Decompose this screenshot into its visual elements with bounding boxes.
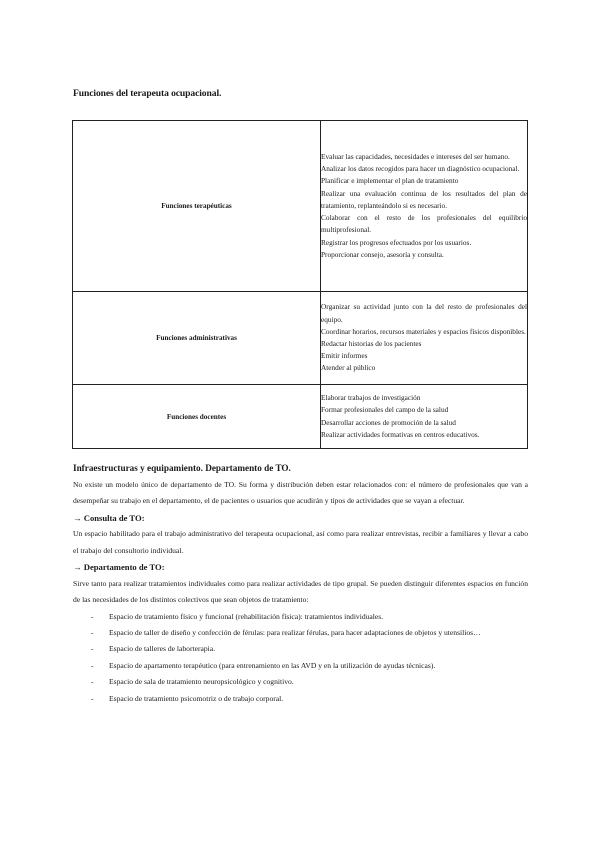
section-heading: Infraestructuras y equipamiento. Departamento de TO. (73, 463, 291, 473)
list-item: - Espacio de sala de tratamiento neuropsicológico y cognitivo. (73, 674, 528, 690)
list-item: Realizar actividades formativas en centros educativos. (321, 429, 480, 439)
consulta-text: Un espacio habilitado para el trabajo administrativo del terapeuta ocupacional, así como para realizar entrevistas, recibir a familiares y llevar a cabo el trabajo del consultorio individual. (73, 529, 528, 555)
departamento-text: Sirve tanto para realizar tratamientos individuales como para realizar actividades de tipo grupal. Se pueden distinguir diferentes espacios en función de las necesidades de los distintos colectivos que sean objetos de tratamiento: (73, 578, 528, 605)
table-row (73, 121, 528, 292)
departamento-heading: → Departamento de TO: (73, 562, 165, 573)
row-category: Funciones terapéuticas (73, 121, 321, 292)
infrastructure-section (73, 459, 528, 707)
list-item: - Espacio de tratamiento psicomotriz o de trabajo corporal. (73, 691, 528, 707)
list-item: Desarrollar acciones de promoción de la salud (321, 417, 456, 427)
list-item: Redactar historias de los pacientes (321, 339, 422, 348)
section-intro: No existe un modelo único de departamento de TO. Su forma y distribución deben estar relacionados con: el número de profesionales que van a desempeñar su trabajo en el departamento, el de pacientes o usuarios que acudirán y tipos de actividades que se vayan a efectuar. (73, 480, 528, 506)
spaces-list (73, 609, 528, 707)
consulta-heading: → Consulta de TO: (73, 512, 145, 523)
list-item: - Espacio de talleres de laborterapia. (73, 641, 528, 657)
list-item: Registrar los progresos efectuados por los usuarios. (321, 237, 472, 247)
list-item: Emitir informes (321, 351, 368, 361)
row-items (321, 121, 528, 292)
table-row (73, 385, 528, 449)
list-item: Analizar los datos recogidos para hacer un diagnóstico ocupacional. (321, 164, 520, 174)
list-item: Planificar e implementar el plan de tratamiento (321, 176, 459, 186)
document-title: Funciones del terapeuta ocupacional. (73, 88, 222, 99)
list-item: Elaborar trabajos de investigación (321, 393, 421, 403)
functions-table (72, 120, 528, 449)
row-items (321, 385, 528, 449)
list-item: Realizar una evaluación continua de los resultados del plan de tratamiento, replanteándolo si es necesario. (321, 188, 527, 210)
list-item: - Espacio de taller de diseño y confección de férulas: para realizar férulas, para hacer adaptaciones de objetos y utensilios… (73, 625, 528, 641)
row-items (321, 292, 528, 385)
list-item: - Espacio de tratamiento físico y funcional (rehabilitación física): tratamientos individuales. (73, 609, 528, 625)
row-category: Funciones docentes (73, 385, 321, 449)
list-item: Colaborar con el resto de los profesionales del equilibrio multiprofesional. (321, 213, 527, 235)
list-item: Formar profesionales del campo de la salud (321, 405, 449, 415)
list-item: Proporcionar consejo, asesoría y consulta. (321, 249, 444, 259)
list-item: Evaluar las capacidades, necesidades e intereses del ser humano. (321, 152, 510, 162)
list-item: Organizar su actividad junto con la del resto de profesionales del equipo. (321, 302, 527, 324)
list-item: Coordinar horarios, recursos materiales y espacios físicos disponibles. (321, 326, 526, 336)
list-item: - Espacio de apartamento terapéutico (para entrenamiento en las AVD y en la utilización de ayudas técnicas). (73, 658, 528, 674)
table-row (73, 292, 528, 385)
row-category: Funciones administrativas (73, 292, 321, 385)
list-item: Atender al público (321, 363, 376, 373)
